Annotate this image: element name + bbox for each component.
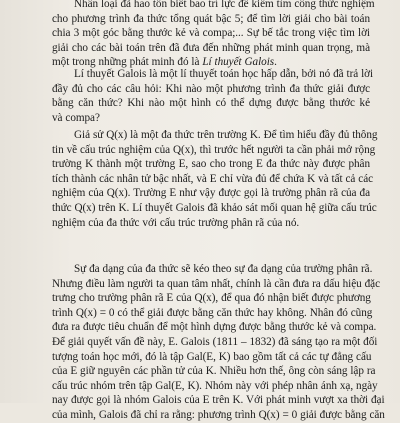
text-line: cho phương trình đa thức tổng quát bậc 5; để tìm lời giải cho bài toán [52,12,370,25]
text-line: của E giữ nguyên các phần tử của K. Nhiều hơn thế, ông còn sáng lập ra [52,365,376,378]
text-line: Sự đa dạng của đa thức sẽ kéo theo sự đa dạng của trường phân rã. [74,263,373,275]
text-line: đầy đủ cho các câu hỏi: Khi nào một phương trình đa thức giải được [52,82,370,95]
text-line: thức Q(x) trên K. Lí thuyết Galois đã khảo sát mối quan hệ giữa cấu trúc [52,201,377,214]
text-line: trường K thành một trường E, sao cho trong E đa thức này được phân [52,158,370,171]
paragraph-splitting-field [52,128,378,230]
text-line: đưa ra được tiêu chuẩn để một hình dựng được bằng thước kẻ và compa. [52,321,377,334]
paragraph-intro [52,0,375,70]
paragraph-galois-theory [52,67,374,125]
text-line: và compa? [52,111,100,124]
text-line-with-emphasis: một trong những phát minh đó là Lí thuyết Galois. [52,56,277,69]
text-line: nay được gọi là nhóm Galois của E trên K. Với phát minh vượt xa thời đại [52,394,385,407]
text-line: trình Q(x) = 0 có thể giải được bằng căn thức hay không. Nhân đó cũng [52,306,373,319]
text-line: Lí thuyết Galois là một lí thuyết toán học hấp dẫn, bởi nó đã trả lời [74,68,374,80]
text-line: Để giải quyết vấn đề này, E. Galois (1811 – 1832) đã sáng tạo ra một đối [52,335,378,348]
text-line: nghiệm của đa thức với cấu trúc trường phân rã của nó. [52,216,300,229]
text-line: bằng căn thức? Khi nào một hình có thể dựng được bằng thước kẻ [52,97,370,110]
emphasized-term: Lí thuyết Galois [202,56,275,69]
text-line: giải cho các bài toán trên đã đưa đến những phát minh quan trọng, mà [52,41,370,54]
text-line: chia 3 một góc bằng thước kẻ và compa;... Sự bế tắc trong việc tìm lời [52,27,370,40]
text-line: tin về cấu trúc nghiệm của Q(x), thì trước hết người ta cần phải mở rộng [52,143,376,156]
text-line: của mình, Galois đã chỉ ra rằng: phương trình Q(x) = 0 giải được bằng căn [52,408,385,421]
text-line: Giả sử Q(x) là một đa thức trên trường K. Để tìm hiểu đầy đủ thông [74,129,378,141]
text-line: Nhân loại đã hao tốn biết bao trí lực để kiểm tìm công thức nghiệm [74,0,375,10]
text-line: Nhưng điều làm người ta quan tâm nhất, chính là cần đưa ra dấu hiệu đặc [52,277,381,290]
paragraph-galois-group [52,262,385,423]
text-line: tích thành các nhân tử bậc nhất, và E chỉ vừa đủ để chứa K và tất cả các [52,172,374,185]
text-line: tượng toán học mới, đó là tập Gal(E, K) bao gồm tất cả các tự đẳng cấu [52,350,372,363]
text-line: cấu trúc nhóm trên tập Gal(E, K). Nhóm này với phép nhân ánh xạ, ngày [52,379,378,392]
text-line: nghiệm của Q(x). Trường E như vậy được gọi là trường phân rã của đa [52,187,370,200]
text-line: trưng cho trường phân rã E của Q(x), để qua đó nhận biết được phương [52,292,371,305]
